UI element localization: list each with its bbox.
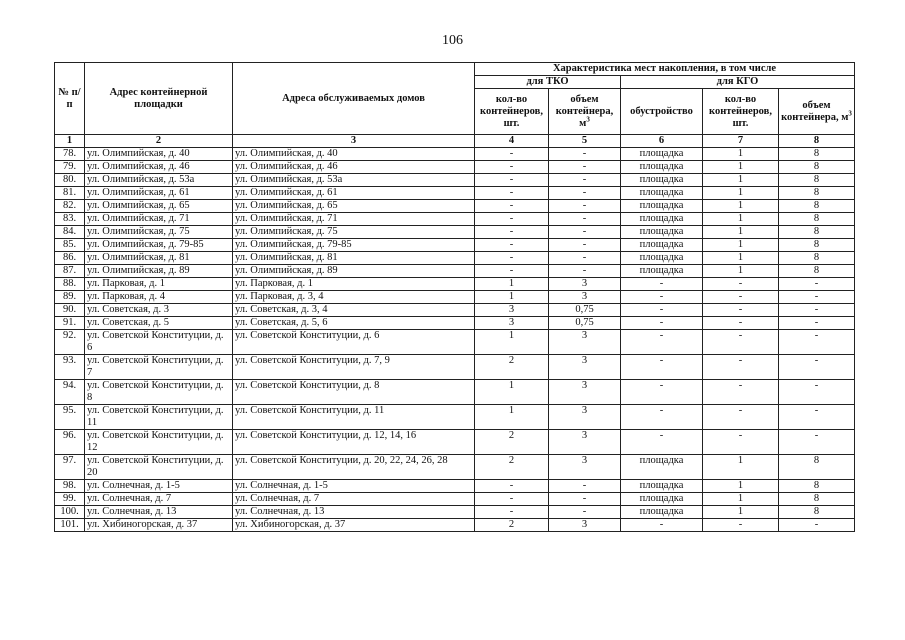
served-houses: ул. Олимпийская, д. 89 [233, 265, 475, 278]
served-houses: ул. Олимпийская, д. 75 [233, 226, 475, 239]
tko-container-count: 1 [475, 405, 549, 430]
served-houses: ул. Советская, д. 5, 6 [233, 317, 475, 330]
kgo-container-count: - [703, 380, 779, 405]
tko-container-count: 1 [475, 291, 549, 304]
table-row [55, 455, 855, 480]
kgo-container-count: 1 [703, 252, 779, 265]
site-address: ул. Олимпийская, д. 81 [85, 252, 233, 265]
served-houses: ул. Олимпийская, д. 65 [233, 200, 475, 213]
row-number: 88. [55, 278, 85, 291]
served-houses: ул. Советской Конституции, д. 20, 22, 24, 26, 28 [233, 455, 475, 480]
table-row [55, 187, 855, 200]
kgo-container-count: 1 [703, 506, 779, 519]
site-address: ул. Солнечная, д. 7 [85, 493, 233, 506]
site-address: ул. Парковая, д. 1 [85, 278, 233, 291]
tko-container-volume: 3 [549, 291, 621, 304]
tko-container-count: 1 [475, 278, 549, 291]
row-number: 89. [55, 291, 85, 304]
header-kgo-equipment: обустройство [621, 89, 703, 135]
site-address: ул. Советской Конституции, д. 6 [85, 330, 233, 355]
site-address: ул. Олимпийская, д. 71 [85, 213, 233, 226]
table-body [55, 148, 855, 532]
kgo-container-count: - [703, 291, 779, 304]
row-number: 100. [55, 506, 85, 519]
row-number: 91. [55, 317, 85, 330]
kgo-container-count: - [703, 519, 779, 532]
site-address: ул. Солнечная, д. 13 [85, 506, 233, 519]
kgo-equipment: площадка [621, 252, 703, 265]
site-address: ул. Парковая, д. 4 [85, 291, 233, 304]
header-tko: для ТКО [475, 76, 621, 89]
tko-container-volume: - [549, 226, 621, 239]
kgo-container-volume: 8 [779, 200, 855, 213]
kgo-equipment: площадка [621, 148, 703, 161]
row-number: 98. [55, 480, 85, 493]
kgo-container-count: 1 [703, 148, 779, 161]
kgo-equipment: - [621, 291, 703, 304]
kgo-equipment: - [621, 430, 703, 455]
tko-container-count: 2 [475, 455, 549, 480]
table-row [55, 405, 855, 430]
site-address: ул. Олимпийская, д. 79-85 [85, 239, 233, 252]
kgo-container-volume: 8 [779, 226, 855, 239]
tko-container-count: 3 [475, 317, 549, 330]
row-number: 82. [55, 200, 85, 213]
table-row [55, 506, 855, 519]
kgo-equipment: площадка [621, 174, 703, 187]
row-number: 97. [55, 455, 85, 480]
kgo-container-count: - [703, 430, 779, 455]
site-address: ул. Хибиногорская, д. 37 [85, 519, 233, 532]
served-houses: ул. Олимпийская, д. 53а [233, 174, 475, 187]
table-row [55, 148, 855, 161]
kgo-equipment: площадка [621, 213, 703, 226]
tko-container-volume: 3 [549, 355, 621, 380]
served-houses: ул. Олимпийская, д. 46 [233, 161, 475, 174]
tko-container-volume: 3 [549, 405, 621, 430]
column-number: 1 [55, 135, 85, 148]
kgo-container-volume: 8 [779, 252, 855, 265]
kgo-equipment: площадка [621, 493, 703, 506]
header-characteristics: Характеристика мест накопления, в том числе [475, 63, 855, 76]
kgo-container-volume: - [779, 355, 855, 380]
served-houses: ул. Олимпийская, д. 61 [233, 187, 475, 200]
column-number: 2 [85, 135, 233, 148]
kgo-container-count: - [703, 278, 779, 291]
site-address: ул. Олимпийская, д. 65 [85, 200, 233, 213]
served-houses: ул. Солнечная, д. 13 [233, 506, 475, 519]
kgo-container-count: 1 [703, 200, 779, 213]
container-sites-table [54, 62, 855, 532]
header-address: Адрес контейнерной площадки [85, 63, 233, 135]
tko-container-volume: - [549, 161, 621, 174]
site-address: ул. Советской Конституции, д. 8 [85, 380, 233, 405]
served-houses: ул. Советской Конституции, д. 12, 14, 16 [233, 430, 475, 455]
kgo-equipment: - [621, 317, 703, 330]
kgo-container-count: - [703, 355, 779, 380]
row-number: 83. [55, 213, 85, 226]
row-number: 93. [55, 355, 85, 380]
table-row [55, 480, 855, 493]
kgo-equipment: площадка [621, 226, 703, 239]
tko-container-volume: - [549, 480, 621, 493]
kgo-container-count: 1 [703, 174, 779, 187]
tko-container-count: - [475, 148, 549, 161]
table-row [55, 317, 855, 330]
served-houses: ул. Парковая, д. 3, 4 [233, 291, 475, 304]
row-number: 96. [55, 430, 85, 455]
kgo-container-volume: - [779, 291, 855, 304]
tko-container-count: - [475, 200, 549, 213]
kgo-container-count: 1 [703, 265, 779, 278]
column-number: 5 [549, 135, 621, 148]
kgo-container-count: 1 [703, 226, 779, 239]
kgo-container-count: - [703, 330, 779, 355]
tko-container-volume: 3 [549, 430, 621, 455]
header-served-houses: Адреса обслуживаемых домов [233, 63, 475, 135]
kgo-equipment: площадка [621, 200, 703, 213]
header-tko-volume: объем контейнера, $м^3$ [549, 89, 621, 135]
row-number: 84. [55, 226, 85, 239]
row-number: 78. [55, 148, 85, 161]
kgo-equipment: площадка [621, 239, 703, 252]
kgo-container-volume: 8 [779, 174, 855, 187]
row-number: 90. [55, 304, 85, 317]
tko-container-volume: - [549, 174, 621, 187]
column-number: 3 [233, 135, 475, 148]
column-numbers-row [55, 135, 855, 148]
kgo-equipment: - [621, 330, 703, 355]
table-row [55, 174, 855, 187]
tko-container-volume: - [549, 506, 621, 519]
kgo-equipment: - [621, 380, 703, 405]
column-number: 4 [475, 135, 549, 148]
tko-container-count: - [475, 480, 549, 493]
tko-container-volume: 3 [549, 380, 621, 405]
served-houses: ул. Советской Конституции, д. 11 [233, 405, 475, 430]
kgo-container-volume: 8 [779, 480, 855, 493]
kgo-container-volume: 8 [779, 213, 855, 226]
header-num: № п/п [55, 63, 85, 135]
row-number: 92. [55, 330, 85, 355]
kgo-container-count: 1 [703, 493, 779, 506]
kgo-container-count: 1 [703, 161, 779, 174]
row-number: 80. [55, 174, 85, 187]
table-row [55, 265, 855, 278]
tko-container-count: - [475, 174, 549, 187]
row-number: 87. [55, 265, 85, 278]
tko-container-volume: - [549, 252, 621, 265]
row-number: 85. [55, 239, 85, 252]
kgo-equipment: площадка [621, 455, 703, 480]
served-houses: ул. Солнечная, д. 1-5 [233, 480, 475, 493]
tko-container-count: - [475, 161, 549, 174]
site-address: ул. Советская, д. 5 [85, 317, 233, 330]
site-address: ул. Олимпийская, д. 75 [85, 226, 233, 239]
table-row [55, 519, 855, 532]
tko-container-volume: 3 [549, 330, 621, 355]
tko-container-volume: 3 [549, 455, 621, 480]
kgo-container-volume: 8 [779, 161, 855, 174]
kgo-container-volume: 8 [779, 506, 855, 519]
site-address: ул. Солнечная, д. 1-5 [85, 480, 233, 493]
tko-container-count: - [475, 226, 549, 239]
column-number: 7 [703, 135, 779, 148]
tko-container-count: 2 [475, 519, 549, 532]
tko-container-volume: - [549, 187, 621, 200]
tko-container-volume: - [549, 148, 621, 161]
site-address: ул. Олимпийская, д. 40 [85, 148, 233, 161]
table-row [55, 355, 855, 380]
kgo-container-count: - [703, 304, 779, 317]
table-row [55, 200, 855, 213]
kgo-container-count: 1 [703, 239, 779, 252]
column-number: 8 [779, 135, 855, 148]
row-number: 94. [55, 380, 85, 405]
page-number: 106 [442, 33, 463, 48]
kgo-equipment: - [621, 278, 703, 291]
table-row [55, 380, 855, 405]
tko-container-count: 2 [475, 355, 549, 380]
tko-container-volume: - [549, 239, 621, 252]
served-houses: ул. Олимпийская, д. 71 [233, 213, 475, 226]
table-row [55, 161, 855, 174]
row-number: 101. [55, 519, 85, 532]
table-row [55, 330, 855, 355]
kgo-container-count: 1 [703, 187, 779, 200]
tko-container-volume: 0,75 [549, 304, 621, 317]
served-houses: ул. Советской Конституции, д. 6 [233, 330, 475, 355]
table-row [55, 239, 855, 252]
site-address: ул. Советской Конституции, д. 7 [85, 355, 233, 380]
tko-container-count: - [475, 213, 549, 226]
row-number: 81. [55, 187, 85, 200]
table-row [55, 278, 855, 291]
site-address: ул. Олимпийская, д. 53а [85, 174, 233, 187]
kgo-container-volume: 8 [779, 239, 855, 252]
served-houses: ул. Советской Конституции, д. 8 [233, 380, 475, 405]
site-address: ул. Советской Конституции, д. 12 [85, 430, 233, 455]
kgo-equipment: площадка [621, 161, 703, 174]
kgo-container-volume: 8 [779, 493, 855, 506]
kgo-equipment: - [621, 304, 703, 317]
site-address: ул. Советская, д. 3 [85, 304, 233, 317]
site-address: ул. Олимпийская, д. 61 [85, 187, 233, 200]
table-row [55, 291, 855, 304]
tko-container-count: - [475, 187, 549, 200]
kgo-container-volume: - [779, 304, 855, 317]
served-houses: ул. Советская, д. 3, 4 [233, 304, 475, 317]
table-row [55, 252, 855, 265]
kgo-container-volume: - [779, 380, 855, 405]
tko-container-count: - [475, 265, 549, 278]
table-row [55, 213, 855, 226]
kgo-container-count: - [703, 405, 779, 430]
kgo-container-volume: 8 [779, 455, 855, 480]
tko-container-volume: 3 [549, 519, 621, 532]
site-address: ул. Советской Конституции, д. 11 [85, 405, 233, 430]
served-houses: ул. Парковая, д. 1 [233, 278, 475, 291]
tko-container-count: - [475, 239, 549, 252]
kgo-container-volume: - [779, 519, 855, 532]
table-row [55, 226, 855, 239]
site-address: ул. Олимпийская, д. 46 [85, 161, 233, 174]
tko-container-volume: - [549, 213, 621, 226]
site-address: ул. Олимпийская, д. 89 [85, 265, 233, 278]
kgo-equipment: площадка [621, 480, 703, 493]
table-row [55, 430, 855, 455]
served-houses: ул. Олимпийская, д. 81 [233, 252, 475, 265]
tko-container-volume: 3 [549, 278, 621, 291]
served-houses: ул. Советской Конституции, д. 7, 9 [233, 355, 475, 380]
header-tko-count: кол-во контейнеров, шт. [475, 89, 549, 135]
served-houses: ул. Солнечная, д. 7 [233, 493, 475, 506]
kgo-container-volume: - [779, 330, 855, 355]
tko-container-volume: - [549, 200, 621, 213]
tko-container-count: 1 [475, 330, 549, 355]
kgo-container-volume: 8 [779, 148, 855, 161]
kgo-equipment: - [621, 519, 703, 532]
kgo-container-volume: - [779, 430, 855, 455]
column-number: 6 [621, 135, 703, 148]
tko-container-volume: 0,75 [549, 317, 621, 330]
row-number: 86. [55, 252, 85, 265]
kgo-container-volume: - [779, 278, 855, 291]
row-number: 99. [55, 493, 85, 506]
kgo-equipment: - [621, 355, 703, 380]
tko-container-count: 2 [475, 430, 549, 455]
kgo-equipment: площадка [621, 187, 703, 200]
header-kgo: для КГО [621, 76, 855, 89]
served-houses: ул. Олимпийская, д. 40 [233, 148, 475, 161]
kgo-container-count: - [703, 317, 779, 330]
kgo-container-volume: 8 [779, 187, 855, 200]
row-number: 79. [55, 161, 85, 174]
table-row [55, 493, 855, 506]
tko-container-count: 1 [475, 380, 549, 405]
header-kgo-count: кол-во контейнеров, шт. [703, 89, 779, 135]
tko-container-count: - [475, 252, 549, 265]
kgo-container-count: 1 [703, 213, 779, 226]
site-address: ул. Советской Конституции, д. 20 [85, 455, 233, 480]
served-houses: ул. Олимпийская, д. 79-85 [233, 239, 475, 252]
kgo-container-count: 1 [703, 480, 779, 493]
kgo-container-volume: - [779, 405, 855, 430]
kgo-container-count: 1 [703, 455, 779, 480]
tko-container-volume: - [549, 265, 621, 278]
kgo-equipment: площадка [621, 265, 703, 278]
kgo-container-volume: - [779, 317, 855, 330]
tko-container-count: - [475, 506, 549, 519]
table-row [55, 304, 855, 317]
header-kgo-volume: объем контейнера, $м^3$ [779, 89, 855, 135]
tko-container-volume: - [549, 493, 621, 506]
served-houses: ул. Хибиногорская, д. 37 [233, 519, 475, 532]
kgo-container-volume: 8 [779, 265, 855, 278]
kgo-equipment: площадка [621, 506, 703, 519]
tko-container-count: 3 [475, 304, 549, 317]
row-number: 95. [55, 405, 85, 430]
tko-container-count: - [475, 493, 549, 506]
kgo-equipment: - [621, 405, 703, 430]
